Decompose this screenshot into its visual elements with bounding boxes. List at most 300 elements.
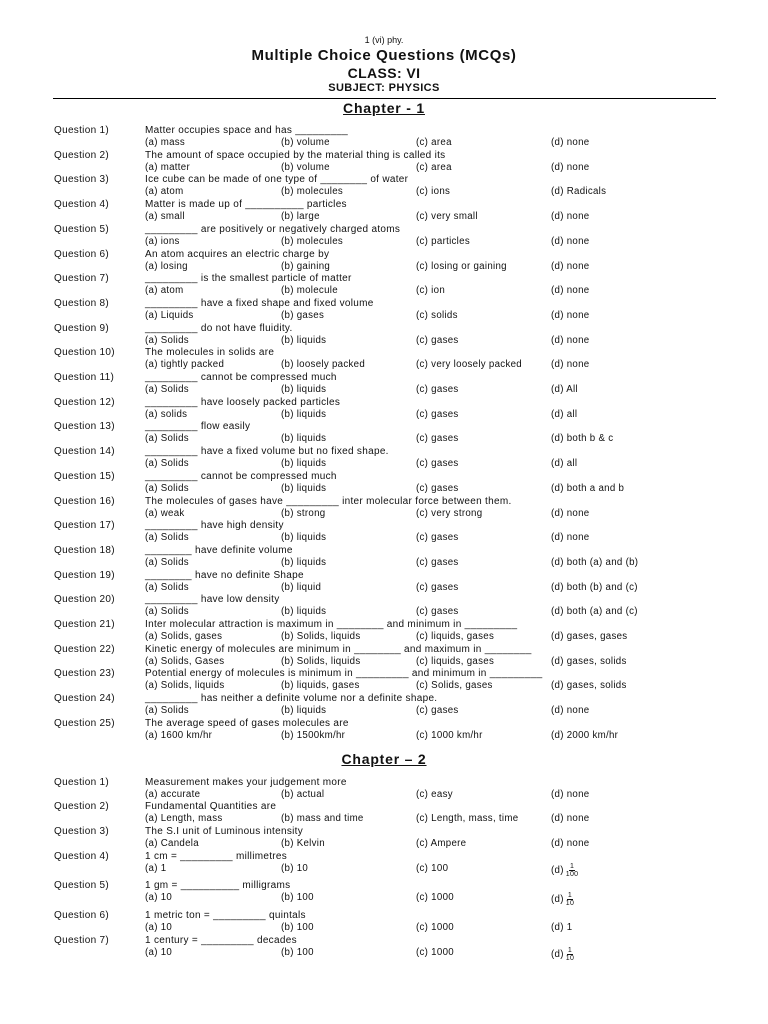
option-label: (d) 2000 km/hr [551, 729, 619, 741]
option-label: (b) liquid [281, 581, 322, 593]
question-text: 1 metric ton = _________ quintals [145, 910, 306, 921]
chapter-1-heading: Chapter - 1 [343, 100, 425, 116]
option-c [416, 433, 459, 444]
option-label: (a) Solids [145, 705, 189, 717]
option-b [281, 359, 365, 370]
option-label: (d) gases, solids [551, 655, 627, 667]
question-number: Question 16) [54, 495, 115, 507]
question-text: 1 cm = _________ millimetres [145, 851, 288, 862]
question-text: _________ flow easily [145, 421, 251, 433]
option-a [145, 892, 172, 903]
option-d [551, 582, 638, 593]
option-b [281, 789, 324, 800]
fraction [566, 947, 574, 962]
question-text: _________ do not have fluidity. [145, 322, 293, 334]
option-c [416, 310, 458, 321]
option-label: (a) 10 [145, 892, 173, 903]
option-c [416, 483, 459, 494]
option-a [145, 508, 185, 519]
option-c [416, 813, 518, 824]
option-c [416, 606, 459, 617]
option-label: (c) 1000 [416, 922, 454, 933]
option-c [416, 892, 454, 903]
option-label: (d) both (b) and (c) [551, 581, 638, 593]
option-c [416, 137, 452, 148]
question-number: Question 1) [54, 777, 109, 788]
option-label: (c) very loosely packed [416, 359, 522, 371]
fraction-numerator: 1 [569, 863, 575, 870]
option-c [416, 409, 459, 420]
option-b [281, 730, 345, 741]
option-label: (c) Solids, gases [416, 680, 493, 692]
question-number: Question 5) [54, 880, 109, 891]
option-d [551, 947, 574, 962]
option-label: (c) Length, mass, time [416, 813, 519, 824]
option-label: (c) gases [416, 556, 459, 568]
option-d [551, 789, 589, 800]
option-label: (a) losing [145, 260, 188, 272]
option-d [551, 335, 589, 346]
option-label: (d) none [551, 211, 590, 223]
option-label: (c) 1000 km/hr [416, 729, 483, 741]
option-label: (d) none [551, 705, 590, 717]
option-b [281, 483, 326, 494]
option-label: (c) gases [416, 433, 459, 445]
option-label: (b) actual [281, 789, 325, 800]
option-label: (a) atom [145, 186, 184, 198]
option-label: (a) Solids [145, 532, 189, 544]
option-c [416, 211, 478, 222]
option-d [551, 863, 578, 878]
option-label: (d) none [551, 235, 590, 247]
option-label: (b) liquids [281, 705, 327, 717]
question-number: Question 3) [54, 826, 109, 837]
option-label: (c) liquids, gases [416, 655, 495, 667]
option-label: (b) mass and time [281, 813, 364, 824]
option-label: (d) none [551, 813, 590, 824]
question-number: Question 17) [54, 520, 115, 532]
option-b [281, 557, 326, 568]
option-label: (a) mass [145, 137, 186, 148]
option-label: (c) gases [416, 705, 459, 717]
option-d [551, 680, 627, 691]
question-number: Question 7) [54, 935, 109, 946]
option-label: (c) losing or gaining [416, 260, 507, 272]
option-label: (d) both (a) and (b) [551, 556, 639, 568]
question-text: _________ have loosely packed particles [145, 396, 341, 408]
option-a [145, 137, 185, 148]
option-d [551, 838, 589, 849]
option-a [145, 458, 189, 469]
option-c [416, 335, 459, 346]
option-label: (b) large [281, 211, 320, 223]
option-b [281, 137, 330, 148]
option-label: (a) Solids [145, 581, 189, 593]
option-label: (c) 1000 [416, 892, 454, 903]
option-label: (d) Radicals [551, 186, 607, 198]
question-number: Question 9) [54, 322, 109, 334]
option-label: (d) gases, gases [551, 631, 628, 642]
question-number: Question 24) [54, 693, 115, 705]
subject-label: SUBJECT: PHYSICS [328, 82, 440, 94]
option-label: (c) 1000 [416, 947, 454, 958]
option-a [145, 606, 189, 617]
option-label: (c) area [416, 161, 452, 173]
option-label: (b) liquids [281, 482, 327, 494]
question-number: Question 2) [54, 149, 109, 161]
question-number: Question 25) [54, 717, 115, 729]
option-label: (b) liquids [281, 334, 327, 346]
option-a [145, 186, 183, 197]
option-a [145, 680, 224, 691]
option-c [416, 582, 459, 593]
option-c [416, 285, 445, 296]
option-b [281, 508, 325, 519]
option-label: (b) molecule [281, 285, 338, 297]
option-b [281, 186, 343, 197]
option-label: (b) liquids [281, 458, 327, 470]
document-title: Multiple Choice Questions (MCQs) [251, 47, 517, 64]
option-b [281, 582, 321, 593]
option-label: (c) 100 [416, 863, 449, 874]
option-label: (c) gases [416, 458, 459, 470]
option-label: (c) gases [416, 334, 459, 346]
question-number: Question 11) [54, 372, 115, 383]
option-label: (d) none [551, 161, 590, 173]
option-d [551, 384, 578, 395]
option-label: (d) All [551, 384, 578, 395]
option-label: (b) liquids [281, 433, 327, 445]
question-number: Question 22) [54, 643, 115, 655]
question-number: Question 4) [54, 851, 109, 862]
question-text: The molecules of gases have _________ inter molecular force between them. [145, 495, 512, 507]
option-b [281, 656, 360, 667]
option-label: (b) liquids [281, 556, 327, 568]
option-label: (c) liquids, gases [416, 631, 495, 642]
option-label: (d) 1 [551, 922, 573, 933]
option-c [416, 458, 459, 469]
option-c [416, 947, 454, 958]
header-divider [53, 98, 716, 99]
option-label: (c) gases [416, 408, 459, 420]
option-label: (a) 10 [145, 947, 173, 958]
option-b [281, 838, 325, 849]
option-label: (a) Solids [145, 606, 189, 618]
question-text: The amount of space occupied by the material thing is called its [145, 149, 446, 161]
option-label: (c) very small [416, 211, 478, 223]
option-label: (a) accurate [145, 789, 201, 800]
question-text: _________ cannot be compressed much [145, 372, 337, 383]
option-label: (a) Solids [145, 458, 189, 470]
option-d [551, 508, 589, 519]
option-b [281, 310, 324, 321]
option-label: (a) Solids [145, 433, 189, 445]
fraction [566, 892, 574, 907]
question-number: Question 21) [54, 619, 115, 630]
question-text: Fundamental Quantities are [145, 801, 277, 812]
option-b [281, 458, 326, 469]
option-label: (a) Solids, gases [145, 631, 223, 642]
question-text: _________ has neither a definite volume nor a definite shape. [145, 693, 438, 705]
question-text: _________ have a fixed shape and fixed volume [145, 297, 374, 309]
question-text: ________ have no definite Shape [145, 569, 304, 581]
option-d [551, 631, 627, 642]
question-number: Question 2) [54, 801, 109, 812]
option-b [281, 236, 343, 247]
question-text: 1 century = _________ decades [145, 935, 297, 946]
question-number: Question 10) [54, 347, 115, 359]
question-number: Question 3) [54, 174, 109, 186]
option-label: (d) both a and b [551, 482, 625, 494]
option-label: (d) none [551, 507, 590, 519]
option-label: (c) area [416, 137, 452, 148]
question-number: Question 6) [54, 910, 109, 921]
option-c [416, 508, 482, 519]
option-a [145, 335, 189, 346]
question-text: _________ cannot be compressed much [145, 470, 337, 482]
option-a [145, 813, 223, 824]
option-label: (a) ions [145, 235, 180, 247]
question-number: Question 20) [54, 594, 115, 606]
option-a [145, 285, 183, 296]
option-d [551, 892, 574, 907]
question-text: Potential energy of molecules is minimum in _________ and minimum in _________ [145, 668, 543, 680]
option-label: (d) none [551, 285, 590, 297]
option-label: (a) Solids, Gases [145, 655, 225, 667]
option-label: (a) Solids [145, 384, 189, 395]
option-label: (b) volume [281, 161, 330, 173]
option-d [551, 458, 577, 469]
option-a [145, 730, 212, 741]
option-a [145, 359, 224, 370]
option-label: (d) [551, 949, 564, 961]
option-b [281, 705, 326, 716]
option-label: (b) liquids [281, 384, 327, 395]
chapter-2-heading: Chapter – 2 [341, 751, 427, 767]
option-c [416, 922, 454, 933]
option-b [281, 606, 326, 617]
question-text: _________ have high density [145, 520, 284, 532]
option-label: (c) easy [416, 789, 453, 800]
question-number: Question 23) [54, 668, 115, 680]
option-label: (a) 1600 km/hr [145, 729, 213, 741]
question-number: Question 19) [54, 569, 115, 581]
option-d [551, 483, 624, 494]
question-text: _________ are positively or negatively charged atoms [145, 223, 401, 235]
question-text: Ice cube can be made of one type of ________ of water [145, 174, 409, 186]
option-label: (a) small [145, 211, 185, 223]
option-label: (a) Solids [145, 334, 189, 346]
option-c [416, 384, 459, 395]
option-label: (a) 1 [145, 863, 167, 874]
option-d [551, 730, 618, 741]
option-c [416, 705, 459, 716]
option-c [416, 236, 470, 247]
option-b [281, 162, 330, 173]
option-label: (b) liquids [281, 532, 327, 544]
option-a [145, 582, 189, 593]
option-label: (c) solids [416, 309, 458, 321]
option-b [281, 947, 314, 958]
question-number: Question 1) [54, 125, 109, 136]
option-c [416, 359, 522, 370]
option-label: (d) none [551, 309, 590, 321]
option-label: (b) strong [281, 507, 326, 519]
question-text: The molecules in solids are [145, 347, 275, 359]
option-label: (b) gases [281, 309, 325, 321]
option-d [551, 922, 572, 933]
option-label: (a) Candela [145, 838, 199, 849]
option-label: (a) Liquids [145, 309, 194, 321]
question-text: ________ have definite volume [145, 544, 293, 556]
option-label: (a) weak [145, 507, 185, 519]
option-label: (b) liquids, gases [281, 680, 360, 692]
option-label: (d) both (a) and (c) [551, 606, 638, 618]
question-text: _________ have low density [145, 594, 280, 606]
option-d [551, 606, 638, 617]
option-label: (d) none [551, 137, 590, 148]
option-a [145, 211, 185, 222]
option-label: (b) 100 [281, 892, 314, 903]
option-label: (d) none [551, 532, 590, 544]
option-label: (a) Solids [145, 482, 189, 494]
option-b [281, 261, 330, 272]
question-number: Question 5) [54, 223, 109, 235]
option-label: (c) gases [416, 384, 459, 395]
option-label: (c) Ampere [416, 838, 467, 849]
class-label: CLASS: VI [347, 65, 421, 81]
option-label: (c) gases [416, 532, 459, 544]
question-text: Matter is made up of __________ particles [145, 199, 347, 211]
option-label: (c) gases [416, 482, 459, 494]
option-d [551, 137, 589, 148]
option-label: (d) all [551, 458, 578, 470]
option-a [145, 384, 189, 395]
option-label: (c) ion [416, 285, 446, 297]
option-b [281, 285, 338, 296]
option-label: (b) 100 [281, 922, 314, 933]
option-label: (d) none [551, 789, 590, 800]
fraction-denominator: 10 [565, 955, 575, 962]
option-b [281, 922, 314, 933]
option-b [281, 892, 314, 903]
question-number: Question 12) [54, 396, 115, 408]
option-label: (d) none [551, 260, 590, 272]
option-a [145, 922, 172, 933]
question-text: _________ have a fixed volume but no fixed shape. [145, 446, 389, 458]
option-label: (b) gaining [281, 260, 331, 272]
option-d [551, 409, 577, 420]
option-a [145, 261, 188, 272]
option-label: (d) none [551, 838, 590, 849]
option-a [145, 409, 187, 420]
option-c [416, 656, 494, 667]
option-a [145, 483, 189, 494]
option-label: (a) 10 [145, 922, 173, 933]
question-number: Question 15) [54, 470, 115, 482]
option-d [551, 285, 589, 296]
question-text: Kinetic energy of molecules are minimum in ________ and maximum in ________ [145, 643, 532, 655]
question-text: Measurement makes your judgement more [145, 777, 347, 788]
option-b [281, 631, 360, 642]
option-label: (b) liquids [281, 606, 327, 618]
option-d [551, 532, 589, 543]
option-a [145, 789, 200, 800]
page-code: 1 (vi) phy. [364, 35, 404, 45]
option-a [145, 433, 189, 444]
option-label: (b) loosely packed [281, 359, 366, 371]
question-text: 1 gm = __________ milligrams [145, 880, 291, 891]
option-label: (b) molecules [281, 186, 344, 198]
option-c [416, 186, 450, 197]
option-d [551, 186, 606, 197]
option-label: (c) gases [416, 581, 459, 593]
option-label: (b) volume [281, 137, 330, 148]
option-d [551, 261, 589, 272]
option-label: (c) very strong [416, 507, 483, 519]
option-label: (b) Solids, liquids [281, 631, 361, 642]
option-label: (b) molecules [281, 235, 344, 247]
option-label: (d) [551, 894, 564, 906]
option-d [551, 211, 589, 222]
option-label: (d) [551, 865, 564, 877]
option-label: (a) tightly packed [145, 359, 225, 371]
option-b [281, 409, 326, 420]
option-d [551, 813, 589, 824]
question-text: An atom acquires an electric charge by [145, 248, 330, 260]
question-text: Matter occupies space and has _________ [145, 125, 348, 136]
option-c [416, 261, 507, 272]
option-d [551, 359, 589, 370]
option-d [551, 433, 613, 444]
question-text: _________ is the smallest particle of matter [145, 273, 352, 285]
option-label: (c) particles [416, 235, 470, 247]
option-b [281, 384, 326, 395]
option-c [416, 680, 493, 691]
option-d [551, 705, 589, 716]
option-label: (b) Kelvin [281, 838, 325, 849]
option-b [281, 680, 360, 691]
option-b [281, 433, 326, 444]
option-b [281, 532, 326, 543]
option-d [551, 557, 638, 568]
option-a [145, 236, 180, 247]
option-label: (d) all [551, 408, 578, 420]
question-text: The average speed of gases molecules are [145, 717, 349, 729]
option-label: (b) 100 [281, 947, 314, 958]
option-label: (d) gases, solids [551, 680, 627, 692]
option-c [416, 838, 466, 849]
option-label: (a) Solids, liquids [145, 680, 225, 692]
option-c [416, 863, 448, 874]
question-text: The S.I unit of Luminous intensity [145, 826, 304, 837]
option-label: (b) liquids [281, 408, 327, 420]
option-label: (d) none [551, 359, 590, 371]
option-label: (c) ions [416, 186, 451, 198]
option-b [281, 863, 308, 874]
option-label: (b) Solids, liquids [281, 655, 361, 667]
option-c [416, 162, 452, 173]
question-text: Inter molecular attraction is maximum in ________ and minimum in _________ [145, 619, 518, 630]
fraction-denominator: 10 [565, 900, 575, 907]
option-label: (a) matter [145, 161, 190, 173]
fraction [566, 863, 579, 878]
option-b [281, 813, 364, 824]
fraction-numerator: 1 [567, 947, 573, 954]
question-number: Question 18) [54, 544, 115, 556]
option-label: (a) solids [145, 408, 188, 420]
option-label: (b) 10 [281, 863, 309, 874]
